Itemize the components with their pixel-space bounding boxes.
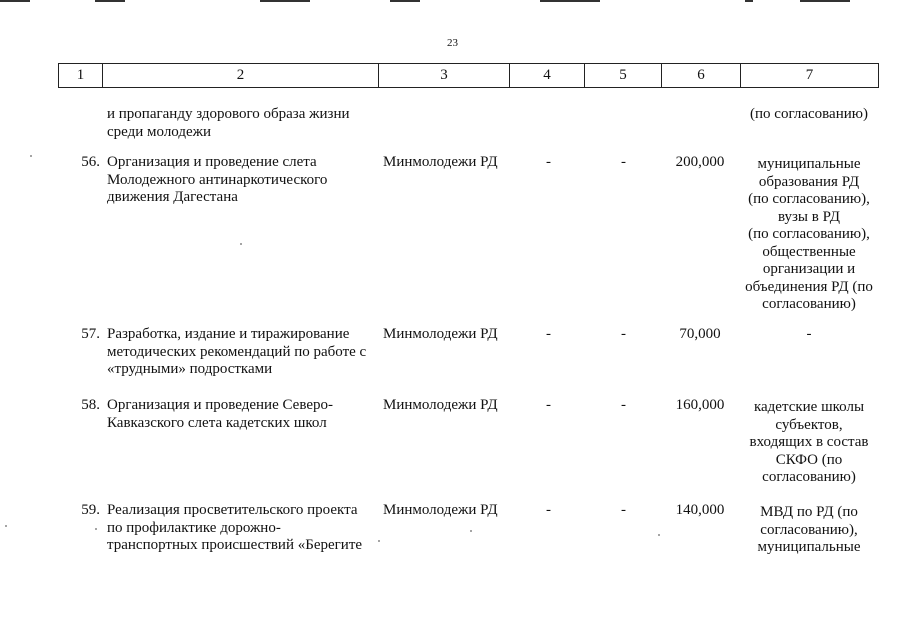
row-amount: 200,000: [675, 154, 725, 170]
scan-edge-line: [260, 0, 310, 2]
column-number-header: [58, 63, 879, 88]
header-col-7: 7: [805, 67, 814, 83]
partners-line: -: [806, 326, 812, 342]
scan-edge-line: [540, 0, 600, 2]
row-partners: [740, 326, 878, 344]
header-col-3: 3: [379, 64, 510, 87]
partners-line: согласованию),: [760, 521, 858, 538]
scan-edge-line: [0, 0, 30, 2]
partners-line: (по согласованию): [750, 106, 868, 122]
scan-speck: [470, 530, 472, 532]
description-line: по профилактике дорожно-: [107, 519, 281, 536]
description-line: Организация и проведение Северо-: [107, 397, 333, 413]
scan-edge-line: [390, 0, 420, 2]
description-line: Разработка, издание и тиражирование: [107, 326, 350, 342]
description-line: и пропаганду здорового образа жизни: [107, 106, 350, 122]
row-description: [107, 106, 377, 141]
row-amount: 140,000: [675, 502, 725, 518]
scan-edge-line: [800, 0, 850, 2]
row-partners: [740, 399, 878, 487]
partners-line: муниципальные: [757, 539, 861, 555]
description-line: Кавказского слета кадетских школ: [107, 414, 327, 431]
partners-line: вузы в РД: [777, 208, 841, 225]
partners-line: СКФО (по: [775, 451, 843, 468]
header-col-1: 1: [59, 64, 103, 87]
scan-speck: [5, 525, 7, 527]
description-line: «трудными» подростками: [107, 361, 273, 377]
description-line: движения Дагестана: [107, 189, 238, 205]
scan-edge-line: [745, 0, 753, 2]
partners-line: (по согласованию),: [748, 226, 870, 242]
description-line: Реализация просветительского проекта: [107, 502, 358, 518]
scan-speck: [378, 540, 380, 542]
partners-line: согласованию): [762, 469, 856, 485]
description-line: Молодежного антинаркотического: [107, 171, 328, 188]
row-col5: -: [621, 326, 626, 342]
row-description: [107, 502, 377, 555]
row-partners: [740, 156, 878, 314]
partners-line: (по согласованию),: [748, 191, 870, 207]
row-executor: Минмолодежи РД: [383, 154, 498, 170]
description-line: транспортных происшествий «Берегите: [107, 537, 363, 553]
partners-line: организации и: [762, 261, 856, 277]
header-col-6: 6: [662, 64, 741, 87]
row-number: 59.: [81, 502, 100, 518]
header-col-5: 5: [585, 64, 662, 87]
partners-line: субъектов,: [775, 416, 843, 433]
row-col4: -: [546, 397, 551, 413]
partners-line: кадетские школы: [753, 399, 865, 415]
row-number: 58.: [81, 397, 100, 413]
row-col5: -: [621, 397, 626, 413]
header-col-4: 4: [510, 64, 585, 87]
scan-speck: [95, 528, 97, 530]
row-executor: Минмолодежи РД: [383, 502, 498, 518]
row-description: [107, 326, 377, 379]
partners-line: общественные: [762, 243, 856, 260]
description-line: методических рекомендаций по работе с: [107, 343, 367, 360]
row-col5: -: [621, 154, 626, 170]
partners-line: входящих в состав: [749, 434, 869, 450]
scan-edge-line: [95, 0, 125, 2]
row-amount: 160,000: [675, 397, 725, 413]
row-col4: -: [546, 502, 551, 518]
row-description: [107, 397, 377, 432]
partners-line: согласованию): [762, 296, 856, 312]
row-description: [107, 154, 377, 207]
row-number: 57.: [81, 326, 100, 342]
partners-line: МВД по РД (по: [760, 504, 858, 520]
page-number: 23: [447, 37, 458, 49]
row-amount: 70,000: [679, 326, 721, 342]
description-line: среди молодежи: [107, 123, 212, 140]
row-col5: -: [621, 502, 626, 518]
partners-line: объединения РД (по: [745, 278, 873, 295]
description-line: Организация и проведение слета: [107, 154, 317, 170]
partners-line: муниципальные: [757, 156, 861, 172]
row-col4: -: [546, 154, 551, 170]
scan-speck: [30, 155, 32, 157]
row-partners: [740, 504, 878, 557]
row-col4: -: [546, 326, 551, 342]
row-partners: [740, 106, 878, 124]
row-number: 56.: [81, 154, 100, 170]
scan-speck: [658, 534, 660, 536]
partners-line: образования РД: [758, 173, 860, 190]
header-col-2: 2: [103, 64, 379, 87]
row-executor: Минмолодежи РД: [383, 326, 498, 342]
row-executor: Минмолодежи РД: [383, 397, 498, 413]
scan-speck: [240, 243, 242, 245]
